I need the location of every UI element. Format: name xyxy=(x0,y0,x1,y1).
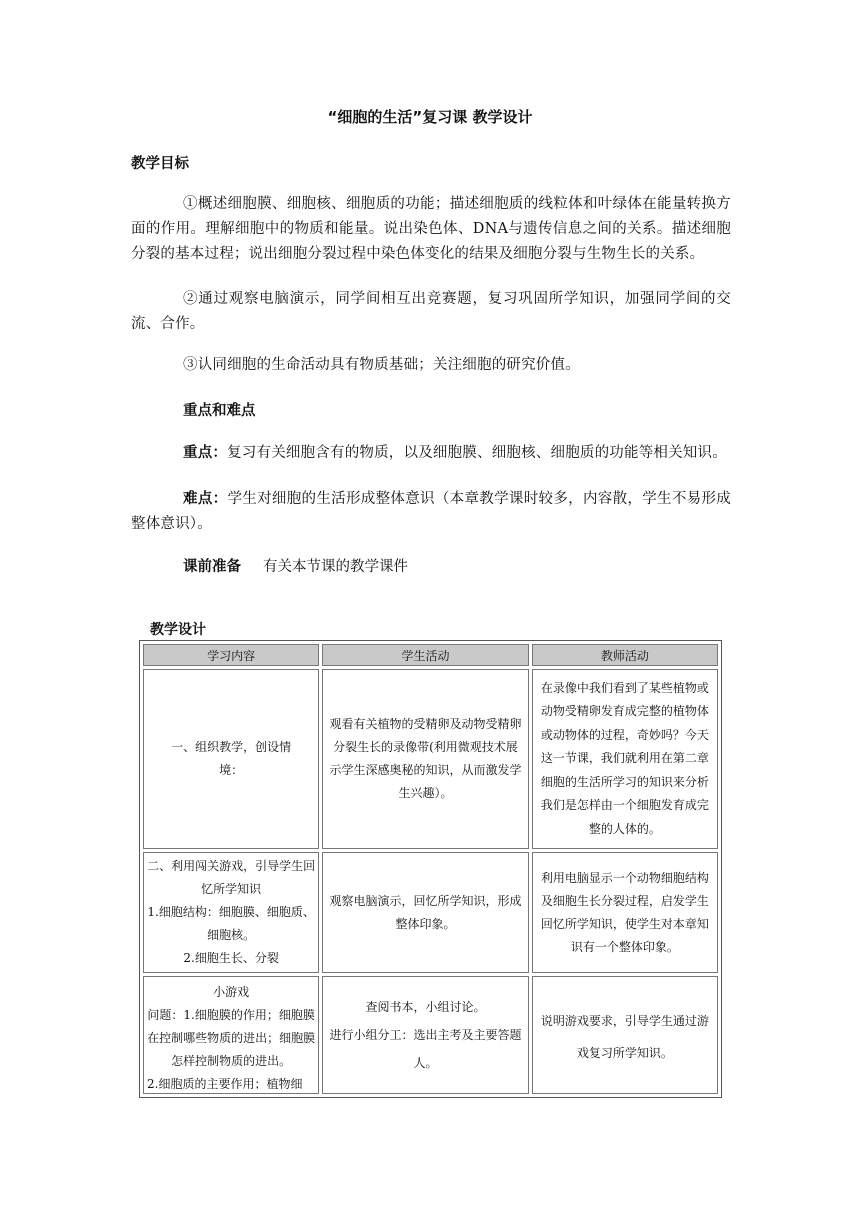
header-student-activity: 学生活动 xyxy=(322,644,528,666)
preparation-label: 课前准备 xyxy=(183,559,241,575)
goal-3: ③认同细胞的生命活动具有物质基础；关注细胞的研究价值。 xyxy=(183,357,580,373)
row3-student-line2: 进行小组分工：选出主考及主要答题人。 xyxy=(329,1028,522,1070)
difficulty-label: 难点： xyxy=(183,491,228,507)
row3-teacher: 说明游戏要求，引导学生通过游戏复习所学知识。 xyxy=(532,976,718,1094)
row2-teacher: 利用电脑显示一个动物细胞结构及细胞生长分裂过程，启发学生回忆所学知识，使学生对本章知识有一个整体印象。 xyxy=(532,852,718,973)
key-point-label: 重点： xyxy=(183,445,228,461)
row1-teacher: 在录像中我们看到了某些植物或动物受精卵发育成完整的植物体或动物体的过程，奇妙吗？今天这一节课，我们就利用在第二章细胞的生活所学习的知识来分析我们是怎样由一个细胞发育成完整的人体的。 xyxy=(532,669,718,849)
row3-content-line1: 小游戏 xyxy=(213,985,250,999)
preparation-text: 有关本节课的教学课件 xyxy=(263,559,408,575)
row3-content xyxy=(143,976,319,1094)
key-point xyxy=(131,441,731,466)
document-title: “细胞的生活”复习课 教学设计 xyxy=(327,108,533,126)
row3-student-line1: 查阅书本，小组讨论。 xyxy=(365,1000,486,1014)
key-point-text: 复习有关细胞含有的物质，以及细胞膜、细胞核、细胞质的功能等相关知识。 xyxy=(227,445,727,461)
row3-content-line2: 问题：1.细胞膜的作用；细胞膜在控制哪些物质的进出；细胞膜怎样控制物质的进出。 xyxy=(147,1008,316,1068)
goal-1: ①概述细胞膜、细胞核、细胞质的功能；描述细胞质的线粒体和叶绿体在能量转换方面的作用。理解细胞中的物质和能量。说出染色体、DNA与遗传信息之间的关系。描述细胞分裂的基本过程；说出细胞分裂过程中染色体变化的结果及细胞分裂与生物生长的关系。 xyxy=(131,196,731,262)
preparation xyxy=(183,555,408,576)
goals-heading: 教学目标 xyxy=(131,156,189,172)
key-points-heading: 重点和难点 xyxy=(183,403,256,419)
row1-content: 一、组织教学，创设情境： xyxy=(143,669,319,849)
header-content: 学习内容 xyxy=(143,644,319,666)
table-header-row xyxy=(143,644,718,666)
row2-content xyxy=(143,852,319,973)
goal-2: ②通过观察电脑演示，同学间相互出竞赛题，复习巩固所学知识，加强同学间的交流、合作。 xyxy=(131,291,731,332)
difficulty-text: 学生对细胞的生活形成整体意识（本章教学课时较多，内容散，学生不易形成整体意识）。 xyxy=(131,491,732,532)
table-row xyxy=(143,852,718,973)
row2-content-line3: 2.细胞生长、分裂 xyxy=(183,951,279,965)
header-teacher-activity: 教师活动 xyxy=(532,644,718,666)
row2-content-line1: 二、利用闯关游戏，引导学生回忆所学知识 xyxy=(147,859,316,896)
design-heading: 教学设计 xyxy=(150,622,206,638)
lesson-design-table xyxy=(139,640,722,1098)
row3-content-line3: 2.细胞质的主要作用；植物细 xyxy=(147,1077,303,1089)
row3-student xyxy=(322,976,528,1094)
table-row xyxy=(143,669,718,849)
row2-student: 观察电脑演示，回忆所学知识，形成整体印象。 xyxy=(322,852,528,973)
table-row xyxy=(143,976,718,1094)
row1-student: 观看有关植物的受精卵及动物受精卵分裂生长的录像带(利用微观技术展示学生深感奥秘的知识，从而激发学生兴趣）。 xyxy=(322,669,528,849)
difficulty-point xyxy=(131,487,731,537)
row2-content-line2: 1.细胞结构：细胞膜、细胞质、细胞核。 xyxy=(147,905,315,942)
